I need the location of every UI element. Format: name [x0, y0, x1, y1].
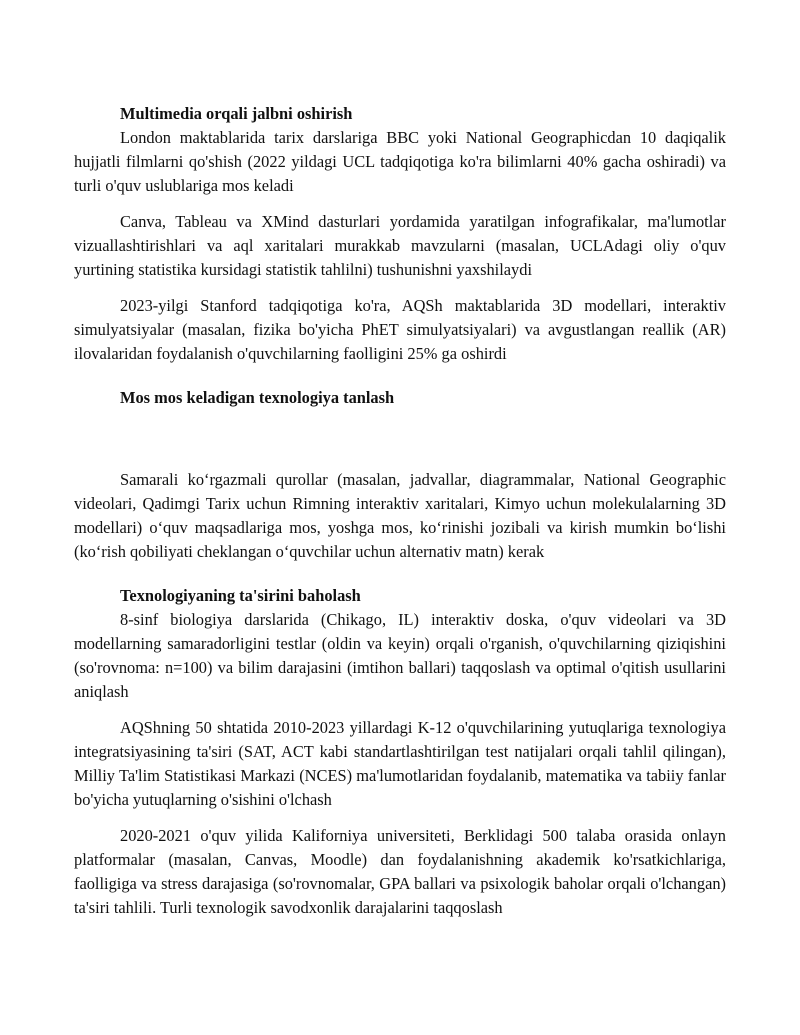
section-spacer: [74, 410, 726, 468]
section-heading-technology-selection: Mos mos keladigan texnologiya tanlash: [120, 388, 395, 407]
paragraph-stanford-study: 2023-yilgi Stanford tadqiqotiga ko'ra, AQSh maktablarida 3D modellari, interaktiv simulyatsiyalar (masalan, fizika bo'yicha PhET simulyatsiyalari) va avgustlangan reallik (AR) ilovalaridan foydalanish o'quvchilarning faolligini 25% ga oshirdi: [74, 296, 726, 363]
section-heading-multimedia: Multimedia orqali jalbni oshirish: [120, 104, 353, 123]
section-spacer: [74, 564, 726, 584]
paragraph-spacer: [74, 704, 726, 716]
paragraph-us-states: AQShning 50 shtatida 2010-2023 yillardagi K-12 o'quvchilarining yutuqlariga texnologiya integratsiyasining ta'siri (SAT, ACT kabi standartlashtirilgan test natijalari orqali tahlil qilingan), Milliy Ta'lim Statistikasi Markazi (NCES) ma'lumotlaridan foydalanib, matematika va tabiiy fanlar bo'yicha yutuqlarning o'sishini o'lchash: [74, 718, 726, 809]
paragraph-infographics: Canva, Tableau va XMind dasturlari yordamida yaratilgan infografikalar, ma'lumotlar vizuallashtirishlari va aql xaritalari murakkab mavzularni (masalan, UCLAdagi oliy o'quv yurtining statistika kursidagi statistik tahlilni) tushunishni yaxshilaydi: [74, 212, 726, 279]
paragraph-visual-aids: Samarali koʻrgazmali qurollar (masalan, jadvallar, diagrammalar, National Geographic videolari, Qadimgi Tarix uchun Rimning interaktiv xaritalari, Kimyo uchun molekulalarning 3D modellari) oʻquv maqsadlariga mos, yoshga mos, koʻrinishi jozibali va kirish mumkin boʻlishi (koʻrish qobiliyati cheklangan oʻquvchilar uchun alternativ matn) kerak: [74, 470, 726, 561]
section-spacer: [74, 366, 726, 386]
paragraph-london-schools: London maktablarida tarix darslariga BBC yoki National Geographicdan 10 daqiqalik hujjatli filmlarni qo'shish (2022 yildagi UCL tadqiqotiga ko'ra bilimlarni 40% gacha oshiradi) va turli o'quv uslublariga mos keladi: [74, 128, 726, 195]
document-page: [74, 102, 726, 920]
section-heading-technology-impact: Texnologiyaning ta'sirini baholash: [120, 586, 361, 605]
paragraph-spacer: [74, 812, 726, 824]
paragraph-spacer: [74, 282, 726, 294]
paragraph-spacer: [74, 198, 726, 210]
paragraph-berkeley: 2020-2021 o'quv yilida Kaliforniya universiteti, Berklidagi 500 talaba orasida onlayn platformalar (masalan, Canvas, Moodle) dan foydalanishning akademik ko'rsatkichlariga, faolligiga va stress darajasiga (so'rovnomalar, GPA ballari va psixologik baholar orqali o'lchangan) ta'siri tahlili. Turli texnologik savodxonlik darajalarini taqqoslash: [74, 826, 726, 917]
paragraph-biology-chicago: 8-sinf biologiya darslarida (Chikago, IL) interaktiv doska, o'quv videolari va 3D modellarning samaradorligini testlar (oldin va keyin) orqali o'rganish, o'quvchilarning qiziqishini (so'rovnoma: n=100) va bilim darajasini (imtihon ballari) taqqoslash va optimal o'qitish usullarini aniqlash: [74, 610, 726, 701]
